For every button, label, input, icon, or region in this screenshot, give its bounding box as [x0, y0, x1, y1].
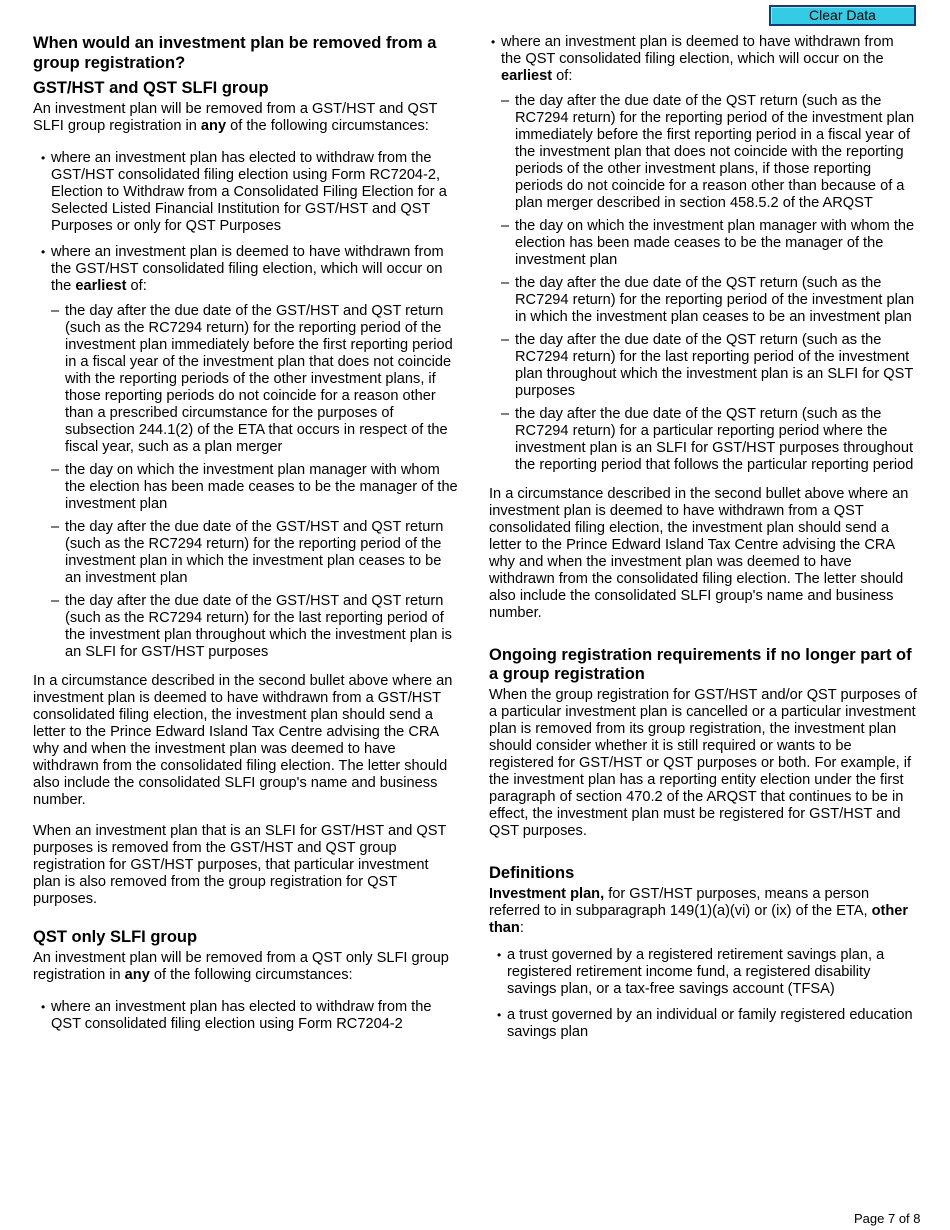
list-item: – the day after the due date of the QST return (such as the RC7294 return) for the last reporting period of the investment plan throughout which the investment plan is an SLFI for QST purposes — [501, 332, 917, 400]
qst-removal-list — [33, 999, 459, 1033]
list-item: – the day after the due date of the QST return (such as the RC7294 return) for the reporting period of the investment plan in which the investment plan ceases to be an investment plan — [501, 275, 917, 326]
gst-removal-list — [33, 150, 459, 661]
ongoing-registration-heading: Ongoing registration requirements if no longer part of a group registration — [489, 646, 912, 683]
clear-data-button[interactable]: Clear Data — [769, 5, 916, 26]
list-item: – the day after the due date of the GST/HST and QST return (such as the RC7294 return) for the reporting period of the investment plan immediately before the first reporting period in a fiscal year of the investment plan that does not coincide with the reporting periods of the other investment plans, if those reporting periods do not coincide for a reason other than a prescribed circumstance for the purposes of subsection 244.1(2) of the ETA that occurs in respect of the fiscal year, such as a plan merger — [51, 303, 459, 456]
list-item: • where an investment plan has elected to withdraw from the GST/HST consolidated filing election using Form RC7204-2, Election to Withdraw from a Consolidated Filing Election for a Selected Listed Financial Institution for GST/HST and QST Purposes or only for QST Purposes — [33, 150, 459, 235]
list-item: • a trust governed by a registered retirement savings plan, a registered retirement income fund, a registered disability savings plan, or a tax-free savings account (TFSA) — [489, 947, 917, 998]
page-number: Page 7 of 8 — [854, 1211, 921, 1226]
list-item: – the day after the due date of the QST return (such as the RC7294 return) for a particular reporting period where the investment plan is an SLFI for GST/HST purposes throughout the reporting period that follows the particular reporting period — [501, 406, 917, 474]
list-item: – the day after the due date of the QST return (such as the RC7294 return) for the reporting period of the investment plan immediately before the first reporting period in a fiscal year of the investment plan that does not coincide with the reporting periods of the other investment plans, if those reporting periods do not coincide for a reason other than because of a plan merger described in section 458.5.2 of the ARQST — [501, 93, 917, 212]
right-column — [489, 34, 917, 1053]
qst-intro-paragraph: An investment plan will be removed from a QST only SLFI group registration in any of the following circumstances: — [33, 950, 449, 983]
investment-plan-definition: Investment plan, for GST/HST purposes, means a person referred to in subparagraph 149(1)(a)(vi) or (ix) of the ETA, other than: — [489, 886, 909, 936]
ongoing-registration-paragraph: When the group registration for GST/HST and/or QST purposes of a particular investment plan is cancelled or a particular investment plan is removed from its group registration, the investment plan should consider whether it is still required or wants to be registered for GST/HST or QST purposes or both. For example, if the investment plan has a reporting entity election under the first paragraph of section 470.2 of the ARQST that continues to be in effect, the investment plan must be registered for GST/HST and QST purposes. — [489, 687, 917, 839]
definitions-heading: Definitions — [489, 864, 575, 882]
qst-removal-list-continued — [483, 34, 917, 474]
list-item: • where an investment plan has elected to withdraw from the QST consolidated filing election using Form RC7204-2 — [33, 999, 459, 1033]
gst-circumstance-paragraph: In a circumstance described in the second bullet above where an investment plan is deemed to have withdrawn from a GST/HST consolidated filing election, the investment plan should send a letter to the Prince Edward Island Tax Centre advising the CRA why and when the investment plan was deemed to have withdrawn from the consolidated filing election. The letter should also include the consolidated SLFI group's name and business number. — [33, 673, 453, 808]
gst-removed-paragraph: When an investment plan that is an SLFI for GST/HST and QST purposes is removed from the GST/HST and QST group registration for GST/HST purposes, that particular investment plan is also removed from the group registration for QST purposes. — [33, 823, 447, 907]
qst-deemed-withdrawal-list — [501, 93, 917, 474]
qst-circumstance-paragraph: In a circumstance described in the second bullet above where an investment plan is deemed to have withdrawn from a QST consolidated filing election, the investment plan should send a letter to the Prince Edward Island Tax Centre advising the CRA why and when the investment plan was deemed to have withdrawn from the consolidated filing election. The letter should also include the consolidated SLFI group's name and business number. — [489, 486, 909, 621]
removal-heading: When would an investment plan be removed from a group registration? — [33, 34, 437, 72]
gst-deemed-withdrawal-list — [51, 303, 459, 661]
definition-exclusions-list — [489, 947, 917, 1041]
list-item: – the day after the due date of the GST/HST and QST return (such as the RC7294 return) for the last reporting period of the investment plan throughout which the investment plan is an SLFI for GST/HST purposes — [51, 593, 459, 661]
list-item: – the day after the due date of the GST/HST and QST return (such as the RC7294 return) for the reporting period of the investment plan in which the investment plan ceases to be an investment plan — [51, 519, 459, 587]
list-item: • where an investment plan is deemed to have withdrawn from the GST/HST consolidated filing election, which will occur on the earliest of: – the day after the due date of the GST/HST and QST return (such as the RC7294 return) for the reporting period of the investment plan immediately before the first reporting period in a fiscal year of the investment plan that does not coincide with the reporting periods of the other investment plans, if those reporting periods do not coincide for a reason other than a prescribed circumstance for the purposes of subsection 244.1(2) of the ETA that occurs in respect of the fiscal year, such as a plan merger – the day on which the investment plan manager with whom the election has been made ceases to be the manager of the investment plan – the day after the due date of the GST/HST and QST return (such as the RC7294 return) for the reporting period of the investment plan in which the investment plan ceases to be an investment plan – the day after the due date of the GST/HST and QST return (such as the RC7294 return) for the last reporting period of the investment plan throughout which the investment plan is an SLFI for GST/HST purposes — [33, 244, 459, 661]
list-item: • where an investment plan is deemed to have withdrawn from the QST consolidated filing election, which will occur on the earliest of: – the day after the due date of the QST return (such as the RC7294 return) for the reporting period of the investment plan immediately before the first reporting period in a fiscal year of the investment plan that does not coincide with the reporting periods of the other investment plans, if those reporting periods do not coincide for a reason other than because of a plan merger described in section 458.5.2 of the ARQST – the day on which the investment plan manager with whom the election has been made ceases to be the manager of the investment plan – the day after the due date of the QST return (such as the RC7294 return) for the reporting period of the investment plan in which the investment plan ceases to be an investment plan – the day after the due date of the QST return (such as the RC7294 return) for the last reporting period of the investment plan throughout which the investment plan is an SLFI for QST purposes – the day after the due date of the QST return (such as the RC7294 return) for a particular reporting period where the investment plan is an SLFI for GST/HST purposes throughout the reporting period that follows the particular reporting period — [483, 34, 917, 474]
list-item: • a trust governed by an individual or family registered education savings plan — [489, 1007, 917, 1041]
list-item: – the day on which the investment plan manager with whom the election has been made ceases to be the manager of the investment plan — [51, 462, 459, 513]
gst-hst-qst-group-heading: GST/HST and QST SLFI group — [33, 79, 269, 97]
gst-intro-paragraph: An investment plan will be removed from a GST/HST and QST SLFI group registration in any of the following circumstances: — [33, 101, 438, 134]
qst-only-group-heading: QST only SLFI group — [33, 928, 198, 946]
list-item: – the day on which the investment plan manager with whom the election has been made ceases to be the manager of the investment plan — [501, 218, 917, 269]
left-column — [33, 34, 459, 1045]
